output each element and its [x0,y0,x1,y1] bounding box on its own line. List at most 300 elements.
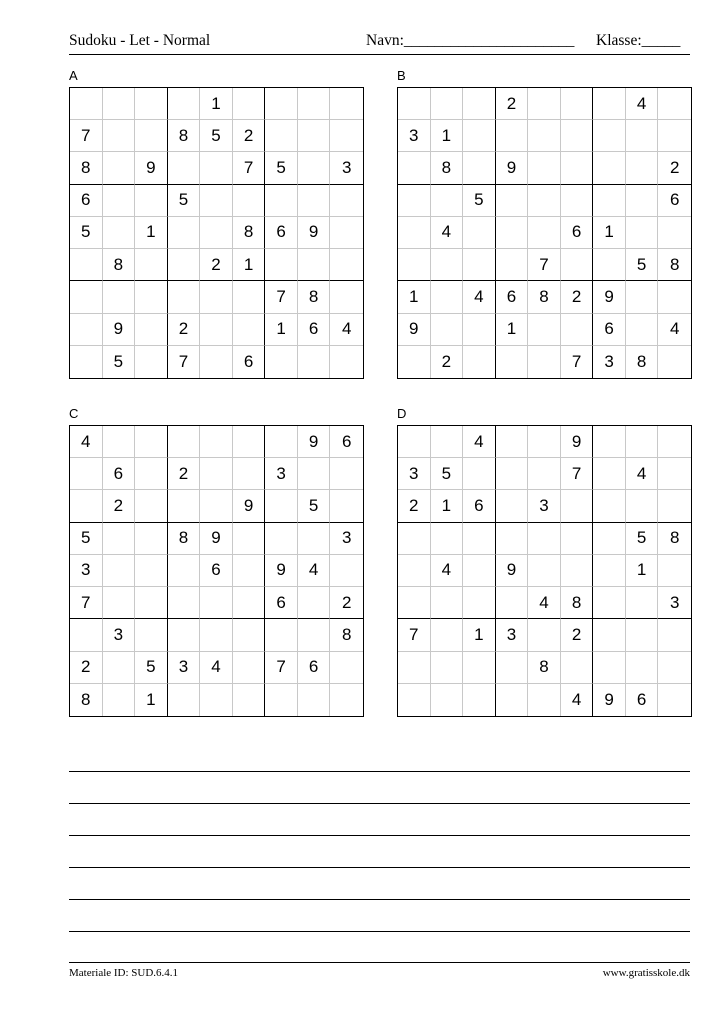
empty-cell[interactable] [528,426,561,458]
empty-cell[interactable] [298,185,331,217]
empty-cell[interactable] [496,120,529,152]
empty-cell[interactable] [496,684,529,716]
given-cell: 6 [658,185,691,217]
empty-cell[interactable] [168,217,201,249]
given-cell: 7 [265,652,298,684]
empty-cell[interactable] [431,652,464,684]
given-cell: 3 [103,619,136,651]
empty-cell[interactable] [265,120,298,152]
empty-cell[interactable] [135,185,168,217]
empty-cell[interactable] [626,120,659,152]
empty-cell[interactable] [398,555,431,587]
empty-cell[interactable] [103,281,136,313]
empty-cell[interactable] [463,587,496,619]
given-cell: 8 [330,619,363,651]
empty-cell[interactable] [233,652,266,684]
empty-cell[interactable] [168,490,201,522]
empty-cell[interactable] [398,684,431,716]
empty-cell[interactable] [658,426,691,458]
writing-line [69,803,690,804]
empty-cell[interactable] [70,281,103,313]
given-cell: 8 [70,684,103,716]
empty-cell[interactable] [330,684,363,716]
given-cell: 6 [265,217,298,249]
empty-cell[interactable] [561,249,594,281]
given-cell: 2 [398,490,431,522]
empty-cell[interactable] [496,490,529,522]
writing-line [69,931,690,932]
empty-cell[interactable] [496,652,529,684]
given-cell: 7 [561,346,594,378]
empty-cell[interactable] [135,426,168,458]
given-cell: 4 [298,555,331,587]
empty-cell[interactable] [330,281,363,313]
empty-cell[interactable] [593,120,626,152]
given-cell: 1 [398,281,431,313]
empty-cell[interactable] [168,152,201,184]
empty-cell[interactable] [168,88,201,120]
given-cell: 8 [168,120,201,152]
empty-cell[interactable] [298,684,331,716]
given-cell: 5 [298,490,331,522]
given-cell: 1 [200,88,233,120]
empty-cell[interactable] [626,587,659,619]
empty-cell[interactable] [528,684,561,716]
empty-cell[interactable] [330,458,363,490]
empty-cell[interactable] [626,314,659,346]
given-cell: 6 [265,587,298,619]
empty-cell[interactable] [265,523,298,555]
empty-cell[interactable] [135,314,168,346]
empty-cell[interactable] [431,523,464,555]
empty-cell[interactable] [658,555,691,587]
empty-cell[interactable] [463,458,496,490]
empty-cell[interactable] [103,523,136,555]
empty-cell[interactable] [626,281,659,313]
empty-cell[interactable] [70,619,103,651]
empty-cell[interactable] [265,684,298,716]
empty-cell[interactable] [200,490,233,522]
empty-cell[interactable] [200,426,233,458]
given-cell: 9 [233,490,266,522]
given-cell: 2 [70,652,103,684]
empty-cell[interactable] [168,619,201,651]
empty-cell[interactable] [593,619,626,651]
empty-cell[interactable] [103,217,136,249]
sudoku-grid-c [69,425,364,717]
empty-cell[interactable] [200,587,233,619]
given-cell: 2 [561,619,594,651]
empty-cell[interactable] [70,88,103,120]
given-cell: 2 [561,281,594,313]
given-cell: 1 [626,555,659,587]
given-cell: 9 [593,684,626,716]
empty-cell[interactable] [135,249,168,281]
writing-line [69,835,690,836]
empty-cell[interactable] [626,217,659,249]
empty-cell[interactable] [298,120,331,152]
empty-cell[interactable] [200,281,233,313]
given-cell: 6 [298,314,331,346]
empty-cell[interactable] [398,652,431,684]
empty-cell[interactable] [528,458,561,490]
given-cell: 5 [135,652,168,684]
given-cell: 7 [265,281,298,313]
empty-cell[interactable] [626,619,659,651]
empty-cell[interactable] [496,426,529,458]
empty-cell[interactable] [70,249,103,281]
given-cell: 2 [233,120,266,152]
empty-cell[interactable] [200,152,233,184]
given-cell: 7 [70,587,103,619]
empty-cell[interactable] [168,281,201,313]
empty-cell[interactable] [431,619,464,651]
empty-cell[interactable] [626,152,659,184]
empty-cell[interactable] [330,185,363,217]
given-cell: 4 [626,458,659,490]
empty-cell[interactable] [626,185,659,217]
empty-cell[interactable] [200,346,233,378]
given-cell: 4 [626,88,659,120]
empty-cell[interactable] [265,490,298,522]
empty-cell[interactable] [528,346,561,378]
given-cell: 3 [658,587,691,619]
given-cell: 4 [431,217,464,249]
empty-cell[interactable] [233,684,266,716]
empty-cell[interactable] [561,88,594,120]
empty-cell[interactable] [658,88,691,120]
empty-cell[interactable] [103,684,136,716]
empty-cell[interactable] [463,314,496,346]
given-cell: 7 [168,346,201,378]
empty-cell[interactable] [233,619,266,651]
empty-cell[interactable] [298,523,331,555]
empty-cell[interactable] [330,652,363,684]
empty-cell[interactable] [593,490,626,522]
given-cell: 4 [528,587,561,619]
empty-cell[interactable] [265,249,298,281]
given-cell: 3 [70,555,103,587]
empty-cell[interactable] [496,217,529,249]
given-cell: 4 [330,314,363,346]
empty-cell[interactable] [70,490,103,522]
empty-cell[interactable] [463,555,496,587]
empty-cell[interactable] [330,490,363,522]
given-cell: 2 [496,88,529,120]
empty-cell[interactable] [658,619,691,651]
empty-cell[interactable] [200,619,233,651]
empty-cell[interactable] [200,217,233,249]
empty-cell[interactable] [561,314,594,346]
empty-cell[interactable] [168,249,201,281]
given-cell: 5 [200,120,233,152]
empty-cell[interactable] [593,523,626,555]
empty-cell[interactable] [431,88,464,120]
class-field[interactable]: Klasse:_____ [596,32,681,49]
empty-cell[interactable] [528,314,561,346]
empty-cell[interactable] [135,587,168,619]
empty-cell[interactable] [265,619,298,651]
empty-cell[interactable] [561,652,594,684]
empty-cell[interactable] [398,185,431,217]
empty-cell[interactable] [265,346,298,378]
empty-cell[interactable] [398,217,431,249]
given-cell: 9 [265,555,298,587]
given-cell: 7 [528,249,561,281]
empty-cell[interactable] [593,555,626,587]
given-cell: 1 [431,120,464,152]
empty-cell[interactable] [200,185,233,217]
empty-cell[interactable] [233,587,266,619]
given-cell: 6 [626,684,659,716]
empty-cell[interactable] [463,152,496,184]
empty-cell[interactable] [593,88,626,120]
empty-cell[interactable] [103,555,136,587]
empty-cell[interactable] [103,652,136,684]
empty-cell[interactable] [593,587,626,619]
empty-cell[interactable] [103,152,136,184]
empty-cell[interactable] [70,346,103,378]
empty-cell[interactable] [103,426,136,458]
empty-cell[interactable] [528,152,561,184]
empty-cell[interactable] [330,249,363,281]
empty-cell[interactable] [431,185,464,217]
empty-cell[interactable] [528,88,561,120]
empty-cell[interactable] [626,426,659,458]
empty-cell[interactable] [658,120,691,152]
given-cell: 5 [431,458,464,490]
given-cell: 2 [658,152,691,184]
given-cell: 4 [463,426,496,458]
name-field[interactable]: Navn:______________________ [366,32,575,49]
empty-cell[interactable] [298,346,331,378]
empty-cell[interactable] [168,587,201,619]
empty-cell[interactable] [398,346,431,378]
empty-cell[interactable] [496,346,529,378]
empty-cell[interactable] [398,426,431,458]
given-cell: 8 [103,249,136,281]
given-cell: 4 [463,281,496,313]
empty-cell[interactable] [463,217,496,249]
given-cell: 6 [496,281,529,313]
empty-cell[interactable] [593,152,626,184]
empty-cell[interactable] [398,587,431,619]
empty-cell[interactable] [593,458,626,490]
given-cell: 3 [330,152,363,184]
empty-cell[interactable] [233,458,266,490]
empty-cell[interactable] [330,120,363,152]
empty-cell[interactable] [496,458,529,490]
given-cell: 9 [561,426,594,458]
given-cell: 4 [431,555,464,587]
given-cell: 3 [398,120,431,152]
empty-cell[interactable] [135,619,168,651]
puzzle-label-c: C [69,406,79,421]
empty-cell[interactable] [593,426,626,458]
sudoku-grid-d [397,425,692,717]
empty-cell[interactable] [168,555,201,587]
given-cell: 3 [168,652,201,684]
given-cell: 1 [496,314,529,346]
empty-cell[interactable] [298,88,331,120]
empty-cell[interactable] [593,185,626,217]
empty-cell[interactable] [626,652,659,684]
empty-cell[interactable] [398,523,431,555]
empty-cell[interactable] [528,185,561,217]
empty-cell[interactable] [135,120,168,152]
empty-cell[interactable] [233,426,266,458]
empty-cell[interactable] [103,185,136,217]
empty-cell[interactable] [135,555,168,587]
given-cell: 7 [561,458,594,490]
empty-cell[interactable] [593,249,626,281]
empty-cell[interactable] [135,458,168,490]
empty-cell[interactable] [398,152,431,184]
website-url[interactable]: www.gratisskole.dk [602,967,690,979]
footer-divider [69,962,690,963]
empty-cell[interactable] [431,426,464,458]
given-cell: 3 [265,458,298,490]
empty-cell[interactable] [561,152,594,184]
empty-cell[interactable] [233,185,266,217]
empty-cell[interactable] [463,346,496,378]
writing-line [69,867,690,868]
puzzle-label-a: A [69,68,78,83]
empty-cell[interactable] [330,555,363,587]
empty-cell[interactable] [265,426,298,458]
empty-cell[interactable] [463,88,496,120]
given-cell: 2 [103,490,136,522]
empty-cell[interactable] [463,652,496,684]
empty-cell[interactable] [330,88,363,120]
empty-cell[interactable] [658,490,691,522]
given-cell: 8 [658,523,691,555]
empty-cell[interactable] [103,587,136,619]
empty-cell[interactable] [658,684,691,716]
given-cell: 8 [70,152,103,184]
empty-cell[interactable] [330,217,363,249]
empty-cell[interactable] [463,249,496,281]
empty-cell[interactable] [593,652,626,684]
empty-cell[interactable] [431,281,464,313]
given-cell: 6 [561,217,594,249]
empty-cell[interactable] [561,490,594,522]
empty-cell[interactable] [528,217,561,249]
empty-cell[interactable] [200,458,233,490]
writing-line [69,771,690,772]
empty-cell[interactable] [496,587,529,619]
empty-cell[interactable] [463,523,496,555]
empty-cell[interactable] [103,88,136,120]
given-cell: 6 [233,346,266,378]
empty-cell[interactable] [658,346,691,378]
empty-cell[interactable] [233,555,266,587]
given-cell: 2 [431,346,464,378]
empty-cell[interactable] [626,490,659,522]
empty-cell[interactable] [298,587,331,619]
empty-cell[interactable] [70,314,103,346]
empty-cell[interactable] [528,555,561,587]
empty-cell[interactable] [233,523,266,555]
empty-cell[interactable] [233,88,266,120]
empty-cell[interactable] [561,555,594,587]
empty-cell[interactable] [200,684,233,716]
empty-cell[interactable] [103,120,136,152]
given-cell: 3 [330,523,363,555]
empty-cell[interactable] [135,88,168,120]
puzzle-label-d: D [397,406,407,421]
given-cell: 7 [70,120,103,152]
empty-cell[interactable] [658,281,691,313]
empty-cell[interactable] [496,523,529,555]
empty-cell[interactable] [200,314,233,346]
empty-cell[interactable] [135,346,168,378]
empty-cell[interactable] [168,684,201,716]
empty-cell[interactable] [431,587,464,619]
empty-cell[interactable] [398,249,431,281]
puzzle-label-b: B [397,68,406,83]
given-cell: 1 [135,217,168,249]
given-cell: 4 [658,314,691,346]
empty-cell[interactable] [233,314,266,346]
empty-cell[interactable] [431,684,464,716]
empty-cell[interactable] [298,458,331,490]
empty-cell[interactable] [330,346,363,378]
empty-cell[interactable] [398,88,431,120]
empty-cell[interactable] [528,619,561,651]
empty-cell[interactable] [265,185,298,217]
given-cell: 4 [70,426,103,458]
empty-cell[interactable] [561,185,594,217]
empty-cell[interactable] [658,217,691,249]
empty-cell[interactable] [233,281,266,313]
given-cell: 9 [496,152,529,184]
given-cell: 5 [626,523,659,555]
empty-cell[interactable] [298,249,331,281]
empty-cell[interactable] [135,281,168,313]
empty-cell[interactable] [70,458,103,490]
given-cell: 6 [463,490,496,522]
empty-cell[interactable] [135,490,168,522]
empty-cell[interactable] [658,652,691,684]
given-cell: 8 [168,523,201,555]
empty-cell[interactable] [496,185,529,217]
given-cell: 1 [233,249,266,281]
empty-cell[interactable] [561,120,594,152]
given-cell: 2 [168,458,201,490]
empty-cell[interactable] [265,88,298,120]
empty-cell[interactable] [298,152,331,184]
empty-cell[interactable] [658,458,691,490]
material-id: Materiale ID: SUD.6.4.1 [69,967,179,979]
empty-cell[interactable] [561,523,594,555]
given-cell: 2 [200,249,233,281]
empty-cell[interactable] [528,523,561,555]
empty-cell[interactable] [135,523,168,555]
given-cell: 5 [463,185,496,217]
empty-cell[interactable] [298,619,331,651]
empty-cell[interactable] [463,684,496,716]
empty-cell[interactable] [528,120,561,152]
empty-cell[interactable] [431,249,464,281]
given-cell: 3 [593,346,626,378]
given-cell: 6 [103,458,136,490]
given-cell: 7 [233,152,266,184]
empty-cell[interactable] [463,120,496,152]
empty-cell[interactable] [168,426,201,458]
empty-cell[interactable] [496,249,529,281]
empty-cell[interactable] [431,314,464,346]
